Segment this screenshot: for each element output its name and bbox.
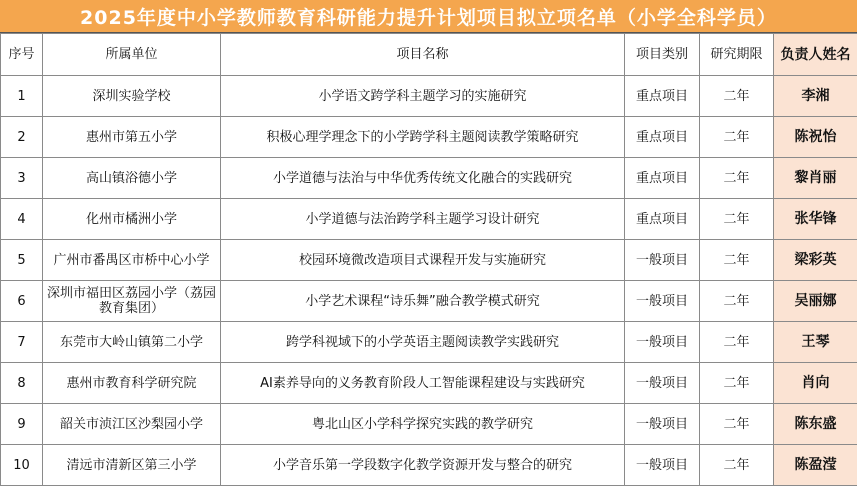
cell-category: 一般项目 <box>625 363 700 404</box>
cell-project: 积极心理学理念下的小学跨学科主题阅读教学策略研究 <box>221 117 625 158</box>
table-row <box>1 404 857 445</box>
cell-category: 一般项目 <box>625 240 700 281</box>
table-row <box>1 158 857 199</box>
cell-no: 5 <box>1 240 43 281</box>
cell-no: 9 <box>1 404 43 445</box>
table-row <box>1 363 857 404</box>
cell-category: 一般项目 <box>625 404 700 445</box>
header-leader: 负责人姓名 <box>774 34 857 76</box>
cell-period: 二年 <box>700 76 774 117</box>
cell-leader: 黎肖丽 <box>774 158 857 199</box>
cell-period: 二年 <box>700 117 774 158</box>
cell-project: 小学音乐第一学段数字化教学资源开发与整合的研究 <box>221 445 625 486</box>
cell-unit: 深圳市福田区荔园小学（荔园教育集团） <box>43 281 221 322</box>
cell-leader: 肖向 <box>774 363 857 404</box>
cell-category: 一般项目 <box>625 322 700 363</box>
cell-no: 6 <box>1 281 43 322</box>
cell-no: 10 <box>1 445 43 486</box>
cell-project: 校园环境微改造项目式课程开发与实施研究 <box>221 240 625 281</box>
cell-project: 小学语文跨学科主题学习的实施研究 <box>221 76 625 117</box>
cell-period: 二年 <box>700 445 774 486</box>
cell-leader: 梁彩英 <box>774 240 857 281</box>
sheet-title: 2025年度中小学教师教育科研能力提升计划项目拟立项名单（小学全科学员） <box>0 0 857 33</box>
cell-category: 一般项目 <box>625 281 700 322</box>
cell-period: 二年 <box>700 322 774 363</box>
header-unit: 所属单位 <box>43 34 221 76</box>
table-row <box>1 240 857 281</box>
cell-unit: 深圳实验学校 <box>43 76 221 117</box>
table-row <box>1 322 857 363</box>
cell-no: 7 <box>1 322 43 363</box>
cell-category: 重点项目 <box>625 158 700 199</box>
header-period: 研究期限 <box>700 34 774 76</box>
cell-no: 2 <box>1 117 43 158</box>
cell-unit: 化州市橘洲小学 <box>43 199 221 240</box>
cell-project: 小学艺术课程“诗乐舞”融合教学模式研究 <box>221 281 625 322</box>
cell-leader: 吴丽娜 <box>774 281 857 322</box>
cell-period: 二年 <box>700 240 774 281</box>
cell-unit: 东莞市大岭山镇第二小学 <box>43 322 221 363</box>
table-row <box>1 199 857 240</box>
cell-unit: 惠州市第五小学 <box>43 117 221 158</box>
cell-leader: 张华锋 <box>774 199 857 240</box>
table-row <box>1 117 857 158</box>
cell-period: 二年 <box>700 158 774 199</box>
cell-period: 二年 <box>700 363 774 404</box>
cell-unit: 广州市番禺区市桥中心小学 <box>43 240 221 281</box>
cell-leader: 王琴 <box>774 322 857 363</box>
cell-leader: 陈祝怡 <box>774 117 857 158</box>
cell-period: 二年 <box>700 281 774 322</box>
table-row <box>1 76 857 117</box>
cell-leader: 陈东盛 <box>774 404 857 445</box>
cell-no: 8 <box>1 363 43 404</box>
cell-unit: 高山镇浴德小学 <box>43 158 221 199</box>
header-row <box>1 34 857 76</box>
cell-category: 重点项目 <box>625 199 700 240</box>
cell-unit: 韶关市浈江区沙梨园小学 <box>43 404 221 445</box>
cell-category: 重点项目 <box>625 76 700 117</box>
cell-no: 3 <box>1 158 43 199</box>
cell-project: 粤北山区小学科学探究实践的教学研究 <box>221 404 625 445</box>
cell-no: 1 <box>1 76 43 117</box>
cell-no: 4 <box>1 199 43 240</box>
cell-unit: 清远市清新区第三小学 <box>43 445 221 486</box>
cell-category: 重点项目 <box>625 117 700 158</box>
cell-project: 小学道德与法治跨学科主题学习设计研究 <box>221 199 625 240</box>
cell-unit: 惠州市教育科学研究院 <box>43 363 221 404</box>
cell-leader: 李湘 <box>774 76 857 117</box>
project-table <box>0 33 857 486</box>
table-row <box>1 281 857 322</box>
header-no: 序号 <box>1 34 43 76</box>
cell-category: 一般项目 <box>625 445 700 486</box>
cell-project: AI素养导向的义务教育阶段人工智能课程建设与实践研究 <box>221 363 625 404</box>
cell-period: 二年 <box>700 404 774 445</box>
table-row <box>1 445 857 486</box>
cell-period: 二年 <box>700 199 774 240</box>
header-project: 项目名称 <box>221 34 625 76</box>
header-category: 项目类别 <box>625 34 700 76</box>
cell-leader: 陈盈滢 <box>774 445 857 486</box>
cell-project: 小学道德与法治与中华优秀传统文化融合的实践研究 <box>221 158 625 199</box>
cell-project: 跨学科视域下的小学英语主题阅读教学实践研究 <box>221 322 625 363</box>
